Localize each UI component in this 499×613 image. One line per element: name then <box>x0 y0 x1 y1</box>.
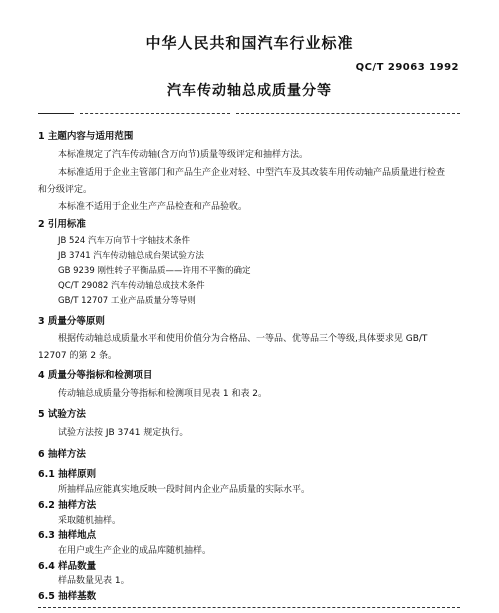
section-5-para-1: 试验方法按 JB 3741 规定执行。 <box>58 428 189 438</box>
reference-item: GB/T 12707 工业产品质量分等导则 <box>58 296 196 306</box>
section-4-heading: 4 质量分等指标和检测项目 <box>38 370 153 381</box>
section-1-para-1: 本标准规定了汽车传动轴(含万向节)质量等级评定和抽样方法。 <box>58 150 309 160</box>
subsection-6-2-para: 采取随机抽样。 <box>58 516 122 526</box>
standard-code: QC/T 29063 1992 <box>355 62 459 73</box>
subsection-6-4-heading: 6.4 样品数量 <box>38 561 97 572</box>
section-2-heading: 2 引用标准 <box>38 219 86 230</box>
reference-item: QC/T 29082 汽车传动轴总成技术条件 <box>58 281 205 291</box>
footer-rule <box>38 607 460 608</box>
subsection-6-1-para: 所抽样品应能真实地反映一段时间内企业产品质量的实际水平。 <box>58 485 311 495</box>
section-6-heading: 6 抽样方法 <box>38 449 86 460</box>
section-1-para-2: 本标准适用于企业主管部门和产品生产企业对轻、中型汽车及其改装车用传动轴产品质量进行检查 <box>58 168 446 178</box>
reference-item: JB 524 汽车万向节十字轴技术条件 <box>58 236 190 246</box>
section-3-para-1-cont: 12707 的第 2 条。 <box>38 351 117 361</box>
section-1-para-3: 本标准不适用于企业生产产品检查和产品验收。 <box>58 202 248 212</box>
header-rule-right <box>236 113 460 114</box>
subsection-6-4-para: 样品数量见表 1。 <box>58 576 130 586</box>
reference-item: JB 3741 汽车传动轴总成台架试验方法 <box>58 251 204 261</box>
subsection-6-2-heading: 6.2 抽样方法 <box>38 500 97 511</box>
reference-item: GB 9239 刚性转子平衡品质——许用不平衡的确定 <box>58 266 251 276</box>
section-3-para-1: 根据传动轴总成质量水平和使用价值分为合格品、一等品、优等品三个等级,具体要求见 GB/T <box>58 334 428 344</box>
section-4-para-1: 传动轴总成质量分等指标和检测项目见表 1 和表 2。 <box>58 389 268 399</box>
section-1-heading: 1 主题内容与适用范围 <box>38 131 134 142</box>
industry-standard-title: 中华人民共和国汽车行业标准 <box>145 34 354 52</box>
subsection-6-3-heading: 6.3 抽样地点 <box>38 530 97 541</box>
section-3-heading: 3 质量分等原则 <box>38 316 105 327</box>
document-title: 汽车传动轴总成质量分等 <box>167 83 332 99</box>
subsection-6-1-heading: 6.1 抽样原则 <box>38 469 97 480</box>
subsection-6-3-para: 在用户或生产企业的成品库随机抽样。 <box>58 546 212 556</box>
section-1-para-2-cont: 和分级评定。 <box>38 185 93 195</box>
subsection-6-5-heading: 6.5 抽样基数 <box>38 591 97 602</box>
section-5-heading: 5 试验方法 <box>38 409 86 420</box>
header-rule-mid <box>80 113 230 114</box>
header-rule-left <box>38 113 74 114</box>
